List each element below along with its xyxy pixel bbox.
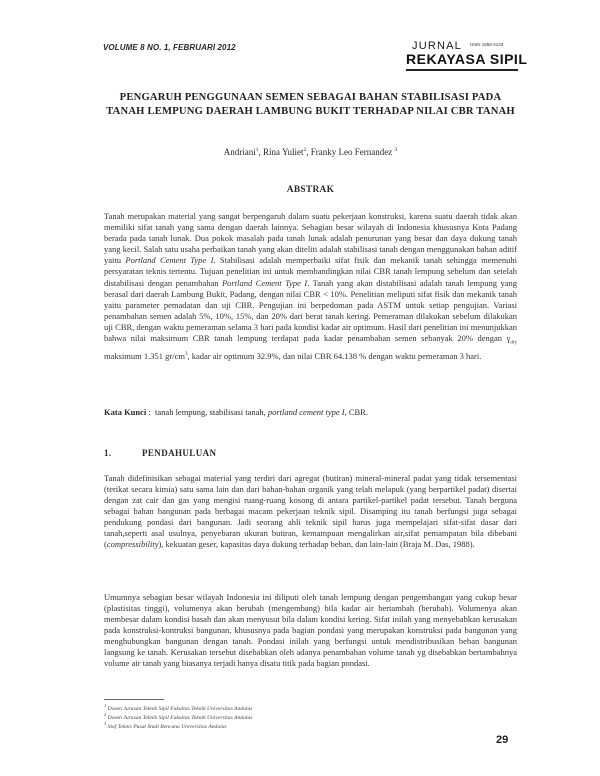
- abstract-text: . Tanah yang akan distabilisasi adalah tanah lempung yang berasal dari daerah Lambung Bukit, Padang, dengan nilai CBR < 10%. Penelitian meliputi sifat fisik dan mekanik tanah yaitu parameter pemadatan dan uji CBR. Pengujian ini berpedoman pada ASTM untuk setiap pengujian. Variasi penambahan semen adalah 5%, 10%, 15%, dan 20% dari berat tanah kering. Pemeraman dilakukan sebelum dilakukan uji CBR, dengan waktu pemeraman selama 3 hari pada kondisi kadar air optimum. Hasil dari penelitian ini menunjukkan bahwa nilai maksimum CBR tanah lempung terdapat pada kadar penambahan semen sebanyak 20% dengan γ: [104, 277, 517, 344]
- keywords-italic: portland cement type I: [267, 407, 345, 417]
- author-mark: 1: [255, 147, 259, 153]
- paragraph-text: ), kekuatan geser, kapasitas daya dukung terhadap beban, dan lain-lain (Braja M. Das, 1988).: [158, 539, 475, 549]
- journal-logo: [406, 40, 528, 70]
- keywords-text: tanah lempung, stabilisasi tanah,: [155, 407, 268, 417]
- intro-paragraph-2: Umumnya sebagian besar wilayah Indonesia ini diliputi oleh tanah lempung dengan pengembangan yang cukup besar (plastisitas tinggi), volumenya akan berubah (mengembang) bila kadar air bertambah (berubah). Volumenya akan membesar dalam kondisi basah dan akan menyusut bila dalam kondisi kering. Sifat inilah yang menyebabkan kerusakan pada konstruksi-kontruksi bangunan, khususnya pada bagian pondasi yang merupakan konstruksi pada bangunan yang menghubungkan bangunan dengan tanah. Pondasi inilah yang berfungsi untuk mendistribusikan beban bangunan langsung ke tanah. Kerusakan tersebut disebabkan oleh adanya penambahan volume tanah yg disebabkan bertambahnya volume air tanah yang biasanya terjadi hanya disatu titik pada bagian pondasi.: [104, 592, 517, 668]
- abstract-text: . Stabilisasi adalah memperbaiki sifat fisik dan mekanik tanah sehingga memenuhi persyaratan teknis tertentu. Tujuan penelitian ini untuk membandingkan nilai CBR tanah lempung sebelum dan setelah distabilisasi dengan penambahan: [104, 255, 517, 288]
- abstract-text: maksimum 1.351 gr/cm: [104, 350, 185, 361]
- paragraph-text: Tanah didefinisikan sebagai material yang terdiri dari agregat (butiran) mineral-mineral padat yang tidak tersementasi (terikat secara kimia) satu sama lain dan dari bahan-bahan organik yang telah melapuk (yang berpartikel padat) disertai dengan zat cair dan gas yang mengisi ruang-ruang kosong di antara partikel-partikel padat tersebut. Tanah berguna sebagai bahan bangunan pada berbagai macam pekerjaan teknik sipil. Disamping itu tanah berfungsi juga sebagai pendukung pondasi dari bangunan. Jadi seorang ahli teknik sipil harus juga mempelajari sifat-sifat dasar dari tanah,seperti asal usulnya, penyebaran ukuran butiran, kemampuan mengalirkan air,sifat pemampatan bila dibebani (: [104, 473, 517, 549]
- section-title: PENDAHULUAN: [142, 448, 217, 458]
- footnote-rule: [104, 699, 164, 700]
- journal-volume: VOLUME 8 NO. 1, FEBRUARI 2012: [103, 43, 236, 52]
- footnote-mark: 2: [104, 712, 107, 717]
- section-heading: [104, 448, 216, 458]
- abstract-heading: ABSTRAK: [286, 185, 335, 195]
- footnote-text: Staf Teknis Pusat Studi Bencana Universitas Andalas: [107, 723, 227, 730]
- author-name: Rina Yuliet: [263, 147, 304, 157]
- footnote-text: Dosen Jurusan Teknik Sipil Fakultas Teknik Universitas Andalas: [107, 705, 253, 712]
- author-mark: 3: [394, 147, 398, 153]
- abstract-superscript: 3: [184, 351, 188, 357]
- abstract-text: Tanah merupakan material yang sangat berpengaruh dalam suatu pekerjaan konstruksi, karena suatu daerah tidak akan memiliki sifat tanah yang sama dengan daerah lainnya. Sebagian besar wilayah di Indonesia khususnya Kota Padang berada pada tanah lunak. Dua pokok masalah pada tanah lunak adalah penurunan yang besar dan daya dukung tanah yang kecil. Salah satu usaha perbaikan tanah yang akan diteliti adalah stabilisasi tanah dengan menggunakan bahan aditif yaitu: [104, 211, 517, 266]
- keywords: [104, 407, 517, 417]
- author-name: Andriani: [223, 147, 256, 157]
- footnote: [104, 721, 227, 730]
- section-number: 1.: [104, 448, 112, 458]
- paper-title: PENGARUH PENGGUNAAN SEMEN SEBAGAI BAHAN STABILISASI PADA TANAH LEMPUNG DAERAH LAMBUNG BUKIT TERHADAP NILAI CBR TANAH: [106, 92, 515, 117]
- logo-bottom-text: REKAYASA SIPIL: [406, 51, 528, 67]
- author-list: Andriani$^1$, Rina Yuliet$^2$, Franky Leo Fernandez $^3$: [223, 147, 398, 157]
- intro-paragraph-1: [104, 473, 517, 550]
- logo-underline: [406, 69, 518, 71]
- paragraph-italic: compressibility: [106, 539, 159, 549]
- footnote: [104, 712, 252, 721]
- abstract-body: [104, 211, 517, 362]
- footnote-text: Dosen Jurusan Teknik Sipil Fakultas Teknik Universitas Andalas: [107, 714, 253, 721]
- keywords-end: , CBR.: [344, 407, 368, 417]
- keywords-label: Kata Kunci: [104, 407, 147, 417]
- abstract-italic: Portland Cement Type I: [221, 277, 308, 288]
- author-mark: 2: [303, 147, 307, 153]
- issn-number: ISSN 1858-2133: [470, 42, 504, 47]
- abstract-text: , kadar air optimum 32.9%, dan nilai CBR 64.138 % dengan waktu pemeraman 3 hari.: [187, 350, 482, 361]
- abstract-italic: Portland Cement Type I: [125, 255, 214, 266]
- footnote-mark: 3: [104, 721, 107, 726]
- abstract-subscript: dry: [510, 340, 517, 346]
- keywords-separator: :: [146, 407, 156, 417]
- author-name: Franky Leo Fernandez: [310, 147, 395, 157]
- page-number: 29: [496, 734, 509, 746]
- footnote-mark: 1: [104, 703, 107, 708]
- footnote: [104, 703, 252, 712]
- logo-top-text: JURNAL: [412, 40, 462, 52]
